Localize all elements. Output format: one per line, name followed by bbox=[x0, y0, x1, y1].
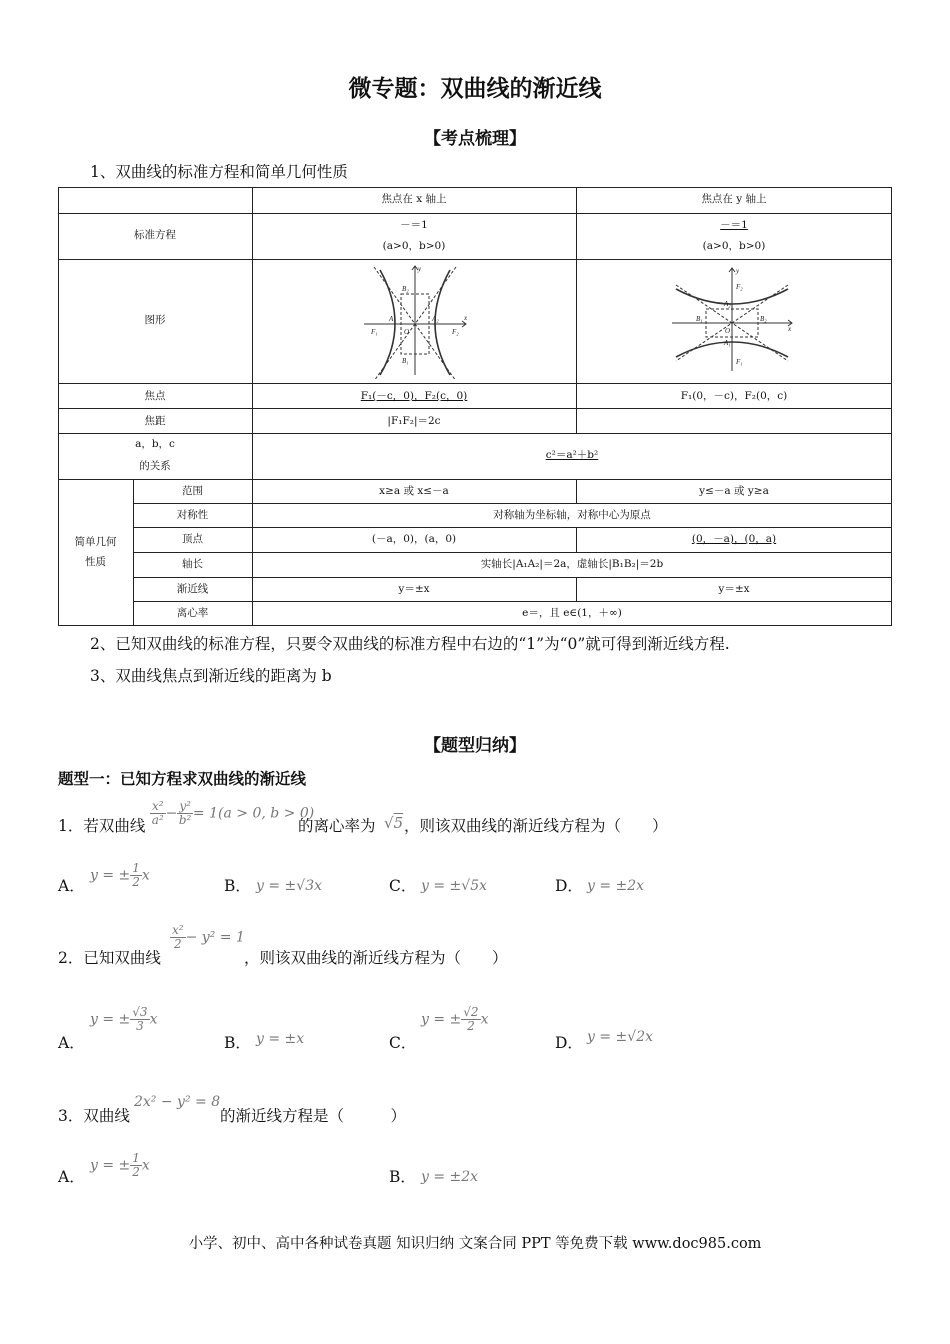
std-eq-y-cond: (a>0，b>0) bbox=[702, 240, 766, 252]
section-heading-question-types: 【题型归纳】 bbox=[424, 736, 526, 756]
section-heading-key-points: 【考点梳理】 bbox=[424, 129, 526, 149]
page-footer[interactable]: 小学、初中、高中各种试卷真题 知识归纳 文案合同 PPT 等免费下载 www.doc985.com bbox=[188, 1236, 762, 1252]
q3-equation: 2x² − y² = 8 bbox=[134, 1094, 221, 1110]
question-type-1-heading: 题型一：已知方程求双曲线的渐近线 bbox=[58, 769, 307, 788]
symmetry: 对称轴为坐标轴，对称中心为原点 bbox=[493, 509, 651, 521]
svg-text:F₁: F₁ bbox=[736, 358, 743, 366]
q2-option-a-label[interactable]: A． bbox=[58, 1034, 85, 1052]
svg-text:A₂: A₂ bbox=[724, 300, 731, 308]
q2-suffix: ，则该双曲线的渐近线方程为（ ） bbox=[244, 949, 508, 967]
axis-length: 实轴长|A₁A₂|＝2a，虚轴长|B₁B₂|＝2b bbox=[480, 558, 664, 570]
svg-text:F₂: F₂ bbox=[452, 328, 459, 336]
asymptote-x: y＝±x bbox=[398, 583, 430, 595]
label-group-2: 性质 bbox=[85, 556, 106, 568]
q1-option-d-label[interactable]: D． bbox=[555, 877, 583, 895]
label-asymptote: 渐近线 bbox=[176, 583, 209, 595]
std-eq-x: －＝1 bbox=[400, 219, 428, 231]
svg-text:O: O bbox=[725, 327, 731, 335]
abc-relation: c²＝a²＋b² bbox=[545, 449, 599, 461]
q3-option-a-label[interactable]: A． bbox=[58, 1168, 85, 1186]
q2-equation: $\frac{\text{x²}}{2}$ − y² = 1 bbox=[172, 923, 245, 951]
q2-option-c-label[interactable]: C． bbox=[389, 1034, 417, 1052]
q1-option-b-label[interactable]: B． bbox=[224, 877, 251, 895]
q1-equation: $\frac{\text{x²}}{\text{a²}}$ − $\frac{\text{y²}}{\text{b²}}$ = 1(a > 0, b > 0) bbox=[151, 799, 315, 827]
q1-condition: (a > 0, b > 0) bbox=[218, 805, 315, 822]
q2-option-b[interactable]: y = ±x bbox=[256, 1031, 305, 1047]
svg-text:y: y bbox=[736, 267, 740, 275]
range-x: x≥a 或 x≤－a bbox=[379, 485, 449, 497]
q2-option-d-label[interactable]: D． bbox=[555, 1034, 583, 1052]
svg-text:F₂: F₂ bbox=[736, 283, 743, 291]
svg-text:B₂: B₂ bbox=[760, 315, 767, 323]
svg-text:A₁: A₁ bbox=[389, 315, 396, 323]
vertex-x: (－a，0)，(a，0) bbox=[371, 533, 457, 545]
svg-text:x: x bbox=[464, 314, 468, 322]
q3-prefix: 3．双曲线 bbox=[58, 1107, 130, 1125]
point-1: 1、双曲线的标准方程和简单几何性质 bbox=[90, 163, 348, 181]
std-eq-x-cond: (a>0，b>0) bbox=[382, 240, 446, 252]
svg-text:B₂: B₂ bbox=[402, 285, 409, 293]
q1-option-c-label[interactable]: C． bbox=[389, 877, 417, 895]
q2-prefix: 2．已知双曲线 bbox=[58, 949, 161, 967]
asymptote-y: y＝±x bbox=[718, 583, 750, 595]
point-3: 3、双曲线焦点到渐近线的距离为 b bbox=[90, 667, 332, 685]
vertex-y: (0，－a)，(0，a) bbox=[691, 533, 777, 545]
point-2: 2、已知双曲线的标准方程，只要令双曲线的标准方程中右边的“1”为“0”就可得到渐近线方程. bbox=[90, 635, 730, 653]
hyperbola-y-axis-figure bbox=[670, 265, 796, 373]
label-abc-1: a，b，c bbox=[135, 438, 175, 450]
q1-option-d[interactable]: y = ±2x bbox=[587, 878, 645, 894]
label-abc-2: 的关系 bbox=[139, 460, 171, 472]
label-range: 范围 bbox=[182, 485, 203, 497]
header-y-axis: 焦点在 y 轴上 bbox=[701, 193, 767, 205]
svg-text:A₁: A₁ bbox=[724, 339, 731, 347]
page-title: 微专题：双曲线的渐近线 bbox=[348, 75, 602, 102]
svg-text:A₂: A₂ bbox=[432, 315, 439, 323]
svg-text:x: x bbox=[788, 325, 792, 333]
q2-option-b-label[interactable]: B． bbox=[224, 1034, 251, 1052]
svg-text:F₁: F₁ bbox=[371, 328, 378, 336]
q1-suffix: ，则该双曲线的渐近线方程为（ ） bbox=[404, 817, 668, 835]
label-group-1: 简单几何 bbox=[74, 536, 117, 548]
q1-option-c[interactable]: y = ±√5x bbox=[421, 878, 487, 894]
hyperbola-x-axis-figure bbox=[360, 263, 472, 379]
properties-table bbox=[58, 187, 892, 626]
q3-option-b[interactable]: y = ±2x bbox=[421, 1169, 479, 1185]
q1-prefix: 1．若双曲线 bbox=[58, 817, 146, 835]
q1-middle: 的离心率为 bbox=[298, 817, 376, 835]
label-symmetry: 对称性 bbox=[176, 509, 209, 521]
svg-text:B₁: B₁ bbox=[696, 315, 703, 323]
q2-option-c[interactable]: y = ± $\frac{√2}{2}$ x bbox=[421, 1005, 489, 1033]
svg-text:O: O bbox=[404, 328, 410, 336]
focal-distance: |F₁F₂|＝2c bbox=[387, 415, 441, 427]
q1-option-a-label[interactable]: A． bbox=[58, 877, 85, 895]
q1-eccentricity: √5 bbox=[384, 814, 404, 832]
label-graph: 图形 bbox=[144, 314, 166, 326]
header-x-axis: 焦点在 x 轴上 bbox=[381, 193, 447, 205]
q3-suffix: 的渐近线方程是（ ） bbox=[220, 1107, 407, 1125]
label-focal-distance: 焦距 bbox=[144, 415, 166, 427]
label-eccentricity: 离心率 bbox=[176, 607, 209, 619]
q1-option-a[interactable]: y = ± $\frac{1}{2}$ x bbox=[90, 861, 150, 889]
label-standard-equation: 标准方程 bbox=[134, 229, 176, 241]
std-eq-y: －＝1 bbox=[720, 219, 748, 231]
q1-option-b[interactable]: y = ±√3x bbox=[256, 878, 322, 894]
q2-option-a[interactable]: y = ± $\frac{√3}{3}$ x bbox=[90, 1005, 158, 1033]
q2-option-d[interactable]: y = ±√2x bbox=[587, 1029, 653, 1045]
focus-x: F₁(－c，0)，F₂(c，0) bbox=[360, 390, 468, 402]
label-axis-length: 轴长 bbox=[182, 558, 203, 570]
focus-y: F₁(0，－c)，F₂(0，c) bbox=[680, 390, 788, 402]
q3-option-a[interactable]: y = ± $\frac{1}{2}$ x bbox=[90, 1151, 150, 1179]
q3-option-b-label[interactable]: B． bbox=[389, 1168, 416, 1186]
label-vertex: 顶点 bbox=[182, 533, 203, 545]
range-y: y≤－a 或 y≥a bbox=[699, 485, 769, 497]
label-focus: 焦点 bbox=[144, 390, 166, 402]
eccentricity: e＝，且 e∈(1，＋∞) bbox=[522, 607, 622, 619]
svg-text:y: y bbox=[418, 265, 422, 273]
svg-text:B₁: B₁ bbox=[402, 357, 409, 365]
